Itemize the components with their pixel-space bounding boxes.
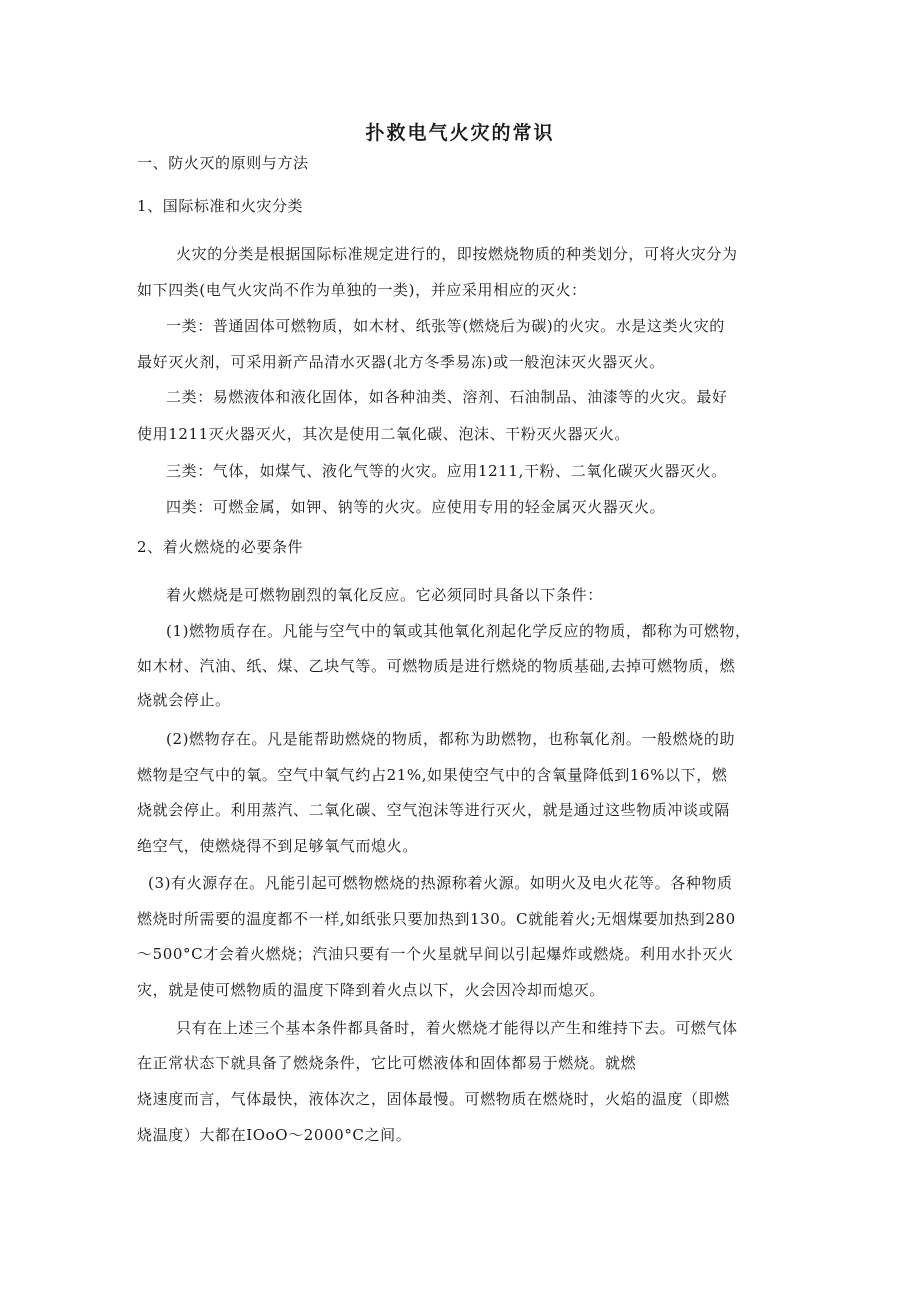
paragraph-line: 三类：气体，如煤气、液化气等的火灾。应用1211,干粉、二氧化碳灭火器灭火。 (166, 462, 727, 480)
paragraph-line: (3)有火源存在。凡能引起可燃物燃烧的热源称着火源。如明火及电火花等。各种物质 (148, 874, 733, 892)
paragraph-line: 灾，就是使可燃物质的温度下降到着火点以下，火会因冷却而熄灭。 (137, 981, 606, 999)
subsection-heading: 1、国际标准和火灾分类 (137, 197, 304, 215)
paragraph-line: 二类：易燃液体和液化固体，如各种油类、溶剂、石油制品、油漆等的火灾。最好 (166, 388, 728, 406)
paragraph-line: 使用1211灭火器灭火，其次是使用二氧化碳、泡沫、干粉灭火器灭火。 (137, 425, 630, 443)
paragraph-line: 着火燃烧是可燃物剧烈的氧化反应。它必须同时具备以下条件： (166, 586, 603, 604)
paragraph-line: 烧就会停止。利用蒸汽、二氧化碳、空气泡沫等进行灭火，就是通过这些物质冲谈或隔 (137, 801, 730, 819)
paragraph-line: 绝空气，使燃烧得不到足够氧气而熄火。 (137, 837, 418, 855)
paragraph-line: (1)燃物质存在。凡能与空气中的氧或其他氧化剂起化学反应的物质，都称为可燃物， (166, 622, 751, 640)
paragraph-line: ～500°C才会着火燃烧；汽油只要有一个火星就早间以引起爆炸或燃烧。利用水扑灭火 (137, 945, 734, 963)
paragraph-line: 如下四类(电气火灾尚不作为单独的一类)，并应采用相应的灭火： (137, 281, 587, 299)
paragraph-line: 烧速度而言，气体最快，液体次之，固体最慢。可燃物质在燃烧时，火焰的温度（即燃 (137, 1090, 730, 1108)
section-heading: 一、防火灭的原则与方法 (137, 154, 309, 172)
paragraph-line: 如木材、汽油、纸、煤、乙块气等。可燃物质是进行燃烧的物质基础,去掉可燃物质，燃 (137, 657, 736, 675)
paragraph-line: (2)燃物存在。凡是能帮助燃烧的物质，都称为助燃物，也称氧化剂。一般燃烧的助 (166, 730, 736, 748)
paragraph-line: 火灾的分类是根据国际标准规定进行的，即按燃烧物质的种类划分，可将火灾分为 (176, 245, 738, 263)
paragraph-line: 四类：可燃金属，如钾、钠等的火灾。应使用专用的轻金属灭火器灭火。 (166, 498, 666, 516)
paragraph-line: 燃烧时所需要的温度都不一样,如纸张只要加热到130。C就能着火;无烟煤要加热到280 (137, 910, 736, 928)
paragraph-line: 只有在上述三个基本条件都具备时，着火燃烧才能得以产生和维持下去。可燃气体 (176, 1019, 738, 1037)
paragraph-line: 最好灭火剂，可采用新产品清水灭器(北方冬季易冻)或一般泡沫灭火器灭火。 (137, 353, 665, 371)
subsection-heading: 2、着火燃烧的必要条件 (137, 538, 304, 556)
paragraph-line: 燃物是空气中的氧。空气中氧气约占21%,如果使空气中的含氧量降低到16%以下，燃 (137, 766, 728, 784)
paragraph-line: 一类：普通固体可燃物质，如木材、纸张等(燃烧后为碳)的火灾。水是这类火灾的 (166, 317, 725, 335)
paragraph-line: 烧就会停止。 (137, 691, 231, 709)
paragraph-line: 烧温度）大都在IOoO～2000°C之间。 (137, 1126, 412, 1144)
page-title: 扑救电气火灾的常识 (365, 122, 555, 144)
paragraph-line: 在正常状态下就具备了燃烧条件，它比可燃液体和固体都易于燃烧。就燃 (137, 1054, 637, 1072)
